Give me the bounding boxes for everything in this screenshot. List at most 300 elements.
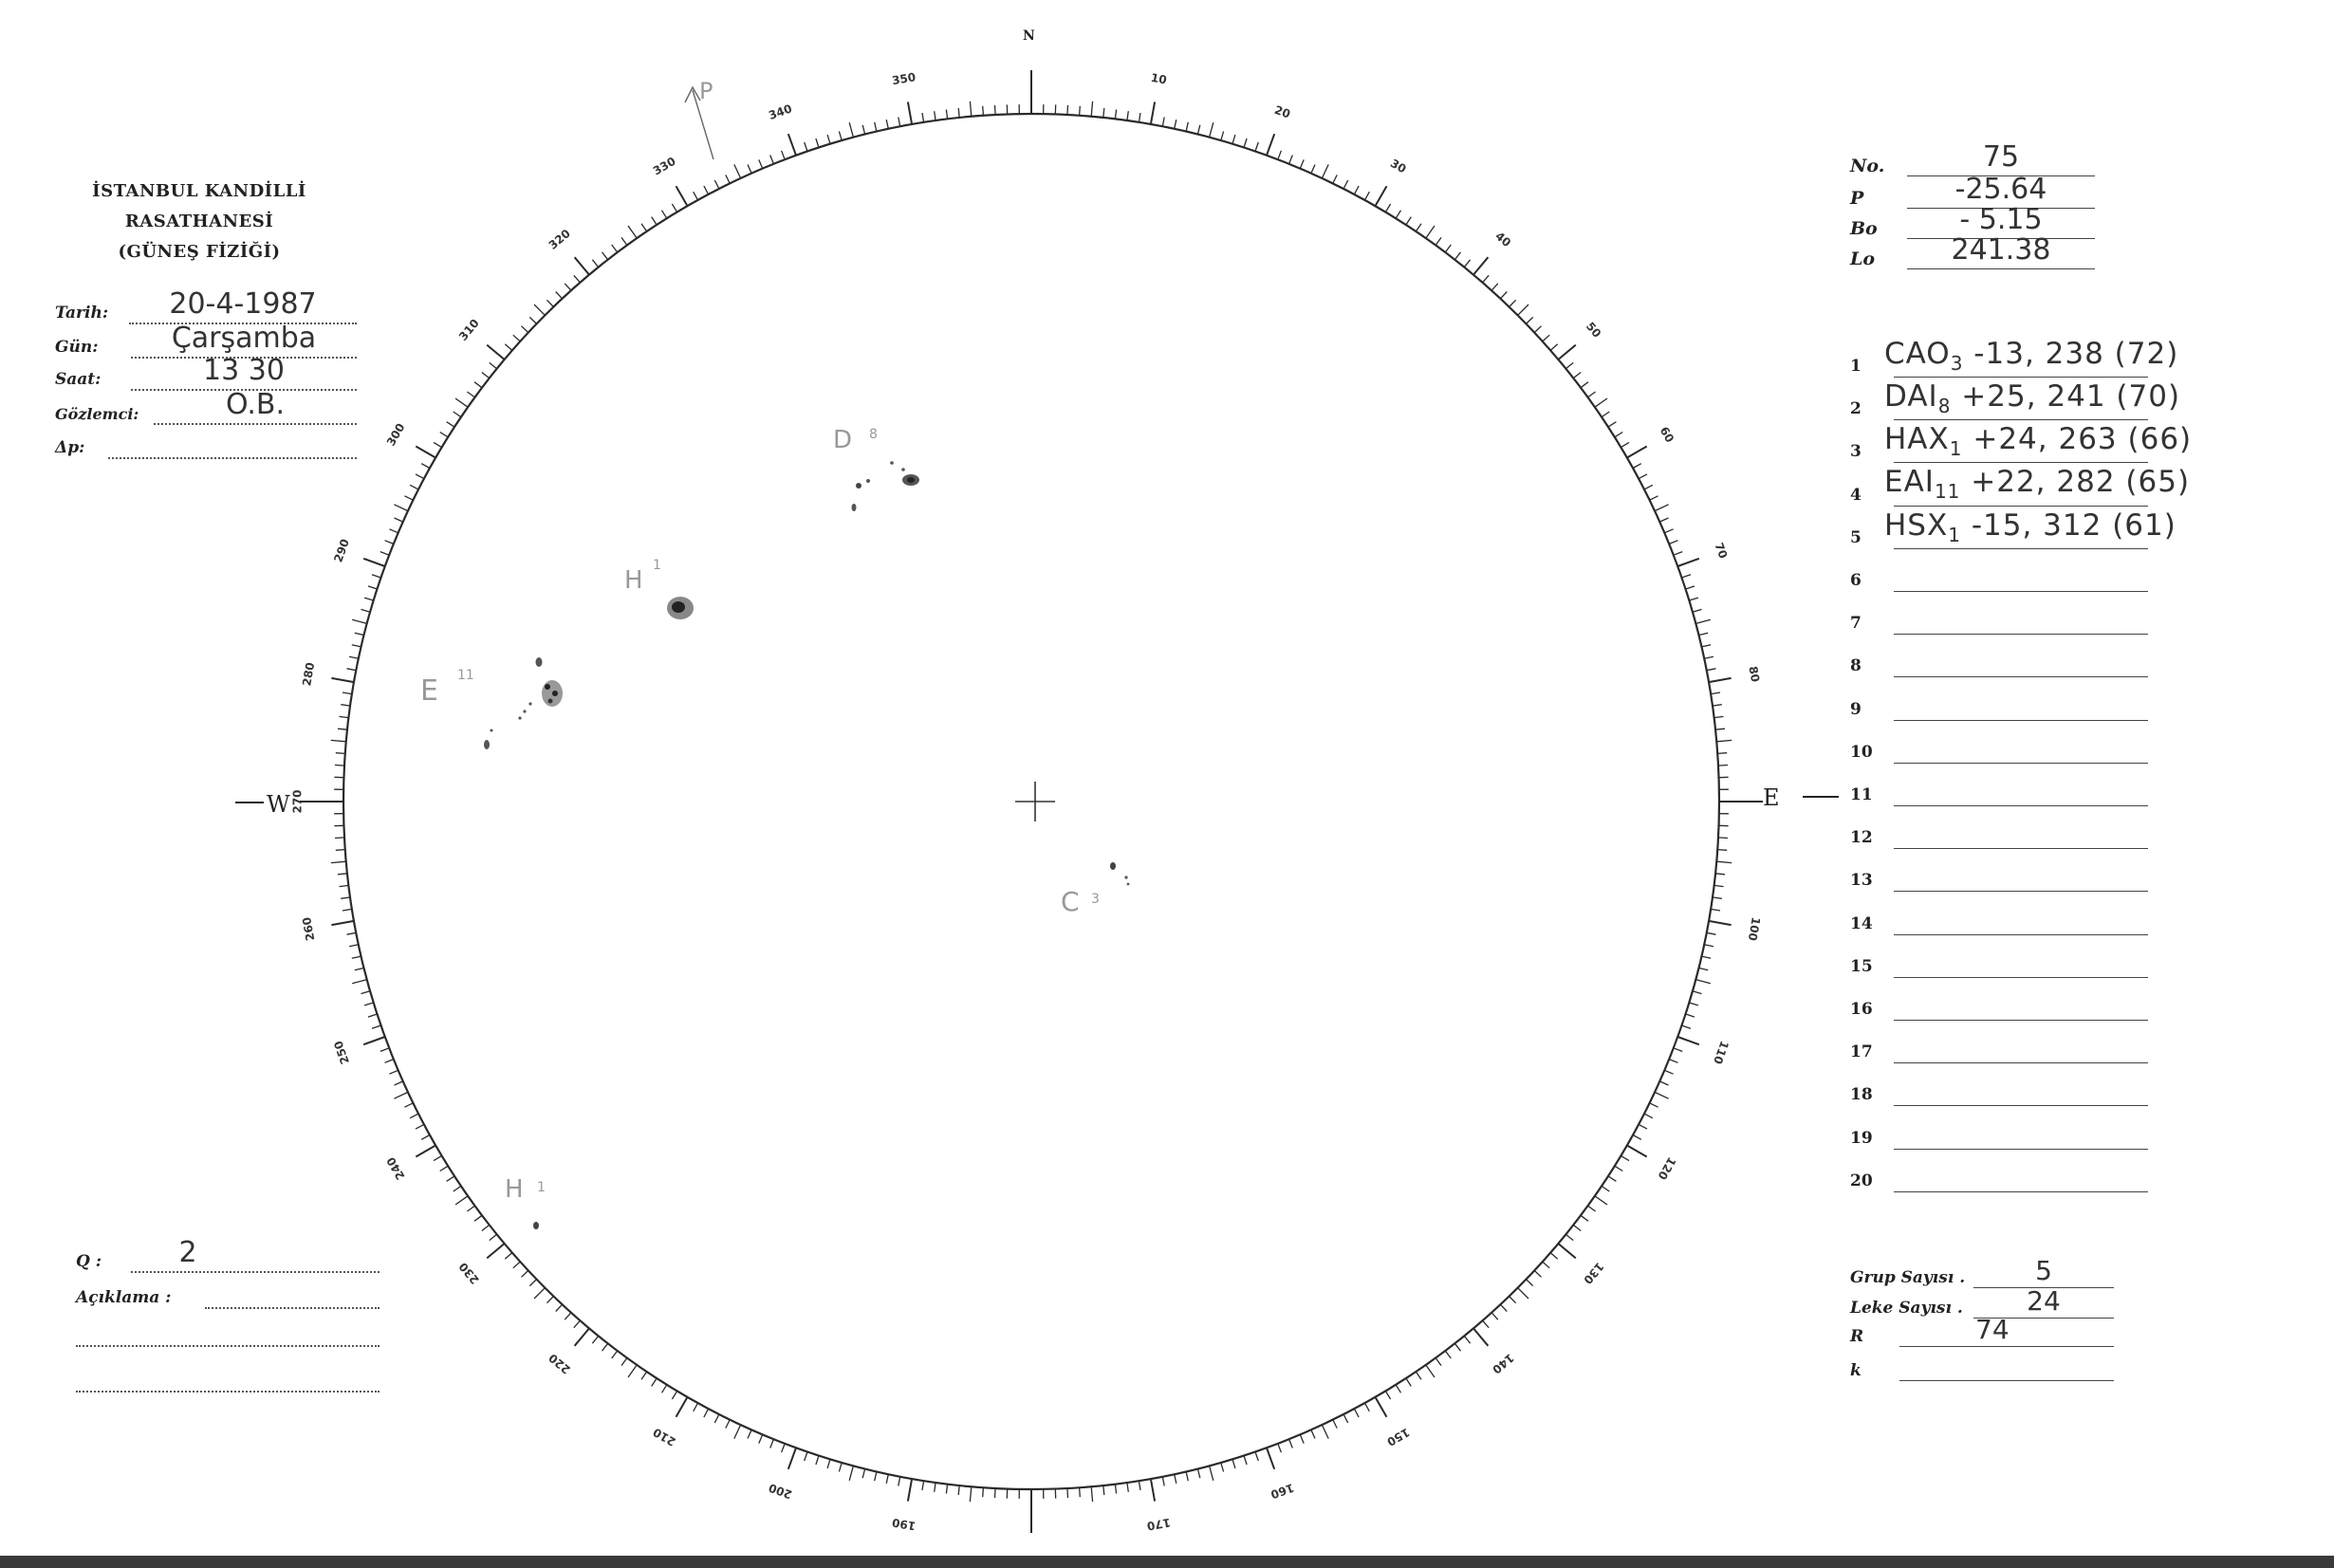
degree-tick: [363, 559, 385, 566]
degree-tick: [995, 105, 996, 115]
degree-tick: [416, 447, 435, 458]
degree-tick: [770, 156, 774, 164]
group-row-number: 9: [1850, 699, 1862, 719]
degree-tick: [1595, 398, 1607, 407]
degree-tick: [352, 980, 367, 984]
degree-tick: [612, 245, 618, 252]
degree-tick: [1716, 740, 1732, 741]
degree-tick: [389, 1070, 398, 1074]
degree-tick: [995, 1488, 996, 1498]
degree-tick: [886, 120, 888, 129]
degree-label: 250: [331, 1039, 352, 1066]
degree-label: 290: [331, 537, 352, 564]
degree-tick: [565, 284, 571, 290]
degree-tick: [434, 1155, 442, 1160]
sunspot-umbra: [548, 699, 553, 704]
group-label-d: D: [833, 426, 853, 454]
group-spot-area: (65): [2115, 465, 2191, 500]
degree-tick: [1543, 1262, 1549, 1268]
group-row-number: 12: [1850, 828, 1873, 848]
group-sub-e: 11: [457, 668, 474, 683]
degree-tick: [455, 398, 468, 407]
degree-tick: [694, 192, 698, 200]
degree-tick: [331, 861, 346, 862]
degree-tick: [1385, 1391, 1390, 1399]
group-row-number: 16: [1850, 1000, 1873, 1019]
group-coordinates: -15, 312: [1960, 507, 2102, 543]
degree-tick: [827, 1459, 830, 1468]
degree-tick: [734, 1425, 741, 1439]
group-spot-subscript: 3: [1950, 352, 1964, 375]
group-label-h-upper: H: [624, 566, 643, 595]
degree-tick: [734, 164, 741, 178]
degree-tick: [1197, 1469, 1199, 1479]
degree-tick: [363, 1037, 385, 1044]
degree-tick: [1534, 1270, 1541, 1277]
sunspot-group-c: [1061, 862, 1129, 917]
r-number-value: 74: [1975, 1314, 2010, 1345]
degree-tick: [770, 1439, 774, 1448]
degree-tick: [389, 529, 398, 533]
group-sub-d: 8: [869, 427, 878, 442]
degree-tick: [1067, 1488, 1068, 1498]
degree-tick: [652, 1378, 657, 1386]
day-label: Gün:: [55, 338, 99, 357]
degree-label: 100: [1745, 915, 1763, 942]
degree-tick: [1244, 1456, 1247, 1466]
group-row-number: 1: [1850, 357, 1862, 376]
p-angle-value: -25.64: [1954, 173, 2047, 206]
degree-tick: [1621, 1155, 1629, 1160]
degree-label: 320: [546, 226, 573, 252]
degree-tick: [1365, 1403, 1370, 1411]
degree-tick: [1565, 1234, 1573, 1240]
degree-tick: [827, 135, 830, 144]
group-row-number: 14: [1850, 913, 1873, 933]
degree-tick: [513, 1262, 520, 1268]
degree-tick: [1139, 1481, 1140, 1490]
degree-tick: [1711, 909, 1720, 911]
degree-tick: [487, 345, 504, 360]
degree-label: 60: [1657, 424, 1677, 445]
degree-tick: [1500, 292, 1507, 299]
degree-tick: [1115, 1485, 1116, 1494]
sunspot-umbra: [545, 684, 550, 690]
degree-tick: [1103, 108, 1104, 118]
degree-tick: [522, 1270, 528, 1277]
degree-tick: [748, 1430, 751, 1438]
degree-tick: [1162, 118, 1164, 127]
degree-tick: [1500, 1304, 1507, 1311]
degree-label: 270: [290, 789, 305, 814]
number-label: No.: [1850, 156, 1885, 176]
degree-tick: [1677, 559, 1699, 566]
degree-tick: [1716, 861, 1732, 862]
group-row-number: 5: [1850, 527, 1862, 547]
group-coordinates: +24, 263: [1962, 422, 2118, 457]
degree-tick: [1445, 1351, 1451, 1358]
degree-tick: [1686, 586, 1695, 589]
degree-tick: [1682, 575, 1692, 578]
degree-tick: [1210, 1466, 1213, 1481]
west-label: W: [267, 791, 290, 818]
degree-tick: [361, 991, 371, 994]
degree-label: 140: [1490, 1351, 1517, 1377]
degree-label: 190: [891, 1515, 917, 1533]
degree-tick: [1267, 134, 1274, 156]
degree-tick: [336, 850, 345, 851]
group-row-number: 4: [1850, 485, 1862, 505]
degree-tick: [1659, 518, 1668, 522]
group-row-number: 15: [1850, 956, 1873, 976]
degree-tick: [454, 412, 461, 417]
degree-tick: [1627, 447, 1647, 458]
degree-tick: [364, 598, 374, 600]
sunspot: [1127, 883, 1130, 886]
degree-tick: [352, 619, 367, 623]
degree-tick: [1659, 1081, 1668, 1085]
degree-tick: [372, 1025, 381, 1028]
degree-tick: [1091, 1486, 1092, 1502]
group-sub-h-lower: 1: [537, 1180, 546, 1195]
degree-tick: [1565, 362, 1573, 368]
degree-label: 170: [1145, 1515, 1172, 1533]
degree-tick: [714, 1414, 719, 1423]
degree-tick: [1595, 1196, 1607, 1205]
degree-tick: [839, 1463, 842, 1472]
degree-tick: [922, 1481, 924, 1490]
degree-label: 240: [383, 1154, 408, 1183]
degree-tick: [1376, 1397, 1387, 1417]
degree-tick: [1573, 1225, 1581, 1230]
degree-tick: [1573, 373, 1581, 378]
group-class: DAI: [1884, 379, 1938, 414]
degree-tick: [946, 110, 947, 120]
degree-tick: [490, 1234, 497, 1240]
degree-tick: [546, 300, 553, 306]
degree-tick: [1644, 485, 1653, 489]
degree-tick: [529, 1280, 536, 1286]
group-sub-c: 3: [1091, 892, 1100, 907]
degree-tick: [970, 1486, 971, 1502]
degree-tick: [898, 1477, 900, 1486]
degree-tick: [338, 874, 347, 875]
degree-tick: [1621, 442, 1629, 447]
sunspot: [901, 468, 905, 471]
delta-p-label: Δp:: [55, 438, 85, 457]
degree-tick: [1354, 186, 1359, 194]
degree-tick: [922, 113, 924, 122]
degree-tick: [534, 1288, 545, 1299]
degree-label: 210: [650, 1425, 678, 1449]
spot-count-label: Leke Sayısı .: [1850, 1299, 1963, 1318]
sunspot: [890, 461, 894, 465]
degree-tick: [331, 740, 346, 741]
degree-tick: [1221, 132, 1224, 141]
degree-tick: [1527, 317, 1533, 323]
sunspot: [856, 483, 861, 489]
group-label-c: C: [1061, 886, 1080, 917]
degree-tick: [602, 1343, 608, 1351]
degree-tick: [546, 1297, 553, 1303]
degree-tick: [1406, 217, 1411, 225]
degree-tick: [1186, 1471, 1188, 1481]
degree-tick: [482, 373, 490, 378]
degree-tick: [1558, 345, 1575, 360]
degree-tick: [1714, 716, 1724, 717]
degree-tick: [1473, 1328, 1488, 1345]
degree-tick: [782, 151, 786, 159]
degree-tick: [355, 968, 364, 969]
degree-tick: [1701, 956, 1711, 958]
group-row-number: 18: [1850, 1085, 1873, 1105]
degree-tick: [1139, 113, 1140, 122]
degree-label: 80: [1746, 665, 1763, 684]
degree-tick: [1115, 110, 1116, 120]
degree-tick: [1186, 122, 1188, 132]
group-spot-subscript: 11: [1934, 480, 1961, 504]
degree-tick: [352, 645, 361, 647]
degree-tick: [352, 956, 361, 958]
degree-tick: [1518, 1288, 1528, 1299]
degree-tick: [1711, 692, 1720, 694]
degree-tick: [652, 217, 657, 225]
west-marker: [235, 791, 290, 818]
degree-tick: [1633, 464, 1641, 469]
degree-tick: [1693, 609, 1702, 612]
degree-tick: [1715, 874, 1725, 875]
east-label: E: [1763, 784, 1780, 811]
degree-tick: [1669, 541, 1677, 544]
group-class: CAO: [1884, 336, 1951, 371]
degree-label: 40: [1492, 229, 1514, 250]
degree-tick: [1278, 1444, 1282, 1452]
degree-tick: [958, 1485, 959, 1495]
degree-tick: [621, 237, 627, 245]
degree-tick: [1426, 1365, 1435, 1377]
degree-tick: [759, 159, 763, 168]
degree-tick: [641, 224, 647, 231]
degree-tick: [1491, 1313, 1498, 1319]
degree-tick: [347, 932, 357, 934]
degree-tick: [331, 678, 354, 682]
degree-tick: [556, 292, 563, 299]
degree-tick: [1543, 335, 1549, 341]
group-spot-area: (66): [2117, 422, 2193, 457]
degree-label: 330: [650, 154, 678, 178]
degree-tick: [1151, 1479, 1155, 1502]
degree-tick: [1704, 656, 1713, 658]
degree-tick: [454, 1186, 461, 1191]
degree-tick: [1709, 921, 1732, 925]
degree-label: 70: [1712, 541, 1731, 561]
degree-tick: [1311, 165, 1315, 174]
degree-tick: [410, 485, 418, 489]
sunspot-umbra: [672, 601, 685, 613]
group-coordinates: +22, 282: [1960, 465, 2116, 500]
degree-tick: [1689, 598, 1698, 600]
degree-tick: [534, 304, 545, 315]
sunspot-umbra: [552, 691, 558, 696]
degree-tick: [421, 1135, 430, 1140]
north-label: N: [1023, 28, 1035, 44]
degree-label: 160: [1269, 1481, 1296, 1502]
degree-tick: [1655, 1092, 1669, 1098]
degree-tick: [1406, 1378, 1411, 1386]
degree-label: 220: [546, 1351, 573, 1377]
degree-tick: [447, 422, 454, 427]
degree-tick: [395, 518, 403, 522]
degree-tick: [440, 1166, 449, 1171]
q-label: Q :: [76, 1252, 102, 1271]
degree-tick: [726, 1420, 730, 1429]
degree-tick: [1608, 1176, 1616, 1181]
degree-tick: [1454, 1343, 1460, 1351]
degree-tick: [1550, 344, 1558, 351]
degree-label: 230: [455, 1260, 482, 1287]
sunspot: [533, 1222, 539, 1229]
degree-tick: [1615, 1166, 1623, 1171]
degree-tick: [1655, 505, 1669, 511]
degree-tick: [1127, 111, 1128, 120]
pole-marker: [685, 78, 713, 159]
degree-tick: [862, 1469, 864, 1479]
degree-tick: [1693, 991, 1702, 994]
sunspot-group-h-lower: [505, 1175, 546, 1229]
degree-tick: [336, 753, 345, 754]
group-row-number: 19: [1850, 1128, 1873, 1148]
degree-tick: [404, 496, 413, 500]
degree-tick: [1627, 1146, 1647, 1157]
degree-tick: [1704, 945, 1713, 947]
group-label-h-lower: H: [505, 1175, 524, 1204]
degree-tick: [416, 1124, 424, 1129]
r-number-label: R: [1850, 1327, 1864, 1346]
degree-tick: [416, 1146, 435, 1157]
degree-tick: [970, 101, 971, 117]
degree-tick: [349, 945, 359, 947]
degree-tick: [575, 257, 589, 274]
degree-tick: [1550, 1253, 1558, 1260]
degree-tick: [505, 1253, 512, 1260]
degree-tick: [340, 716, 349, 717]
bo-label: Bo: [1850, 218, 1878, 239]
degree-tick: [1510, 300, 1516, 306]
group-label-e: E: [420, 674, 438, 708]
degree-tick: [347, 669, 357, 671]
degree-tick: [1454, 252, 1460, 260]
degree-tick: [1581, 382, 1588, 388]
sunspot-group-e: [420, 657, 563, 749]
group-class: HSX: [1884, 507, 1949, 543]
degree-tick: [335, 838, 344, 839]
department-name: (GÜNEŞ FİZİĞİ): [118, 242, 281, 262]
degree-tick: [1717, 753, 1727, 754]
degree-tick: [1483, 1320, 1490, 1328]
degree-tick: [368, 1014, 378, 1017]
sunspot: [484, 740, 490, 749]
group-row-number: 3: [1850, 442, 1862, 462]
degree-label: 200: [767, 1481, 794, 1502]
lo-value: 241.38: [1951, 233, 2051, 267]
degree-tick: [1396, 211, 1400, 219]
degree-label: 10: [1149, 70, 1168, 87]
degree-tick: [447, 1176, 454, 1181]
degree-tick: [1682, 1025, 1692, 1028]
degree-tick: [355, 633, 364, 635]
disk-center-cross: [1015, 782, 1055, 821]
degree-tick: [908, 1479, 912, 1502]
degree-tick: [1091, 101, 1092, 117]
degree-tick: [341, 897, 350, 898]
degree-tick: [621, 1358, 627, 1366]
degree-tick: [849, 1466, 853, 1481]
degree-tick: [886, 1474, 888, 1484]
degree-tick: [672, 1391, 676, 1399]
pole-label: P: [699, 78, 713, 104]
degree-tick: [1608, 422, 1616, 427]
degree-tick: [816, 1456, 819, 1466]
degree-label: 130: [1581, 1260, 1607, 1287]
degree-tick: [1464, 1336, 1470, 1343]
observer-label: Gözlemci:: [55, 405, 139, 423]
degree-tick: [1695, 980, 1711, 984]
degree-tick: [556, 1304, 563, 1311]
degree-tick: [1232, 135, 1235, 144]
degree-tick: [467, 1206, 474, 1211]
sunspot: [523, 710, 526, 712]
degree-tick: [592, 1336, 598, 1343]
sunspot: [536, 657, 543, 667]
degree-tick: [1127, 1483, 1128, 1492]
degree-tick: [1445, 245, 1451, 252]
degree-tick: [1644, 1114, 1653, 1118]
group-count-value: 5: [2035, 1255, 2052, 1286]
degree-tick: [1483, 275, 1490, 283]
group-class: HAX: [1884, 422, 1950, 457]
degree-tick: [862, 125, 864, 135]
degree-tick: [565, 1313, 571, 1319]
degree-tick: [1615, 433, 1623, 437]
group-spot-area: (61): [2102, 507, 2177, 543]
degree-tick: [1289, 1439, 1293, 1448]
degree-tick: [1714, 885, 1724, 886]
degree-tick: [474, 382, 482, 388]
degree-tick: [1376, 186, 1387, 206]
degree-tick: [1717, 850, 1727, 851]
degree-tick: [1255, 142, 1258, 152]
sunspot: [491, 729, 493, 732]
degree-tick: [1664, 529, 1673, 533]
degree-tick: [1354, 1409, 1359, 1417]
degree-tick: [490, 362, 497, 368]
institution-name: İSTANBUL KANDİLLİ RASATHANESİ: [92, 181, 306, 231]
sunspot: [528, 702, 531, 705]
degree-tick: [364, 1003, 374, 1005]
degree-tick: [1267, 1448, 1274, 1469]
degree-tick: [1707, 932, 1716, 934]
group-spot-area: (70): [2105, 379, 2181, 414]
degree-tick: [805, 1452, 807, 1462]
degree-tick: [983, 106, 984, 116]
time-label: Saat:: [55, 370, 102, 389]
degree-tick: [1588, 392, 1596, 397]
degree-tick: [1333, 1420, 1337, 1429]
degree-tick: [380, 552, 389, 556]
degree-tick: [1210, 122, 1213, 138]
degree-tick: [1713, 705, 1722, 706]
degree-tick: [487, 1244, 504, 1258]
